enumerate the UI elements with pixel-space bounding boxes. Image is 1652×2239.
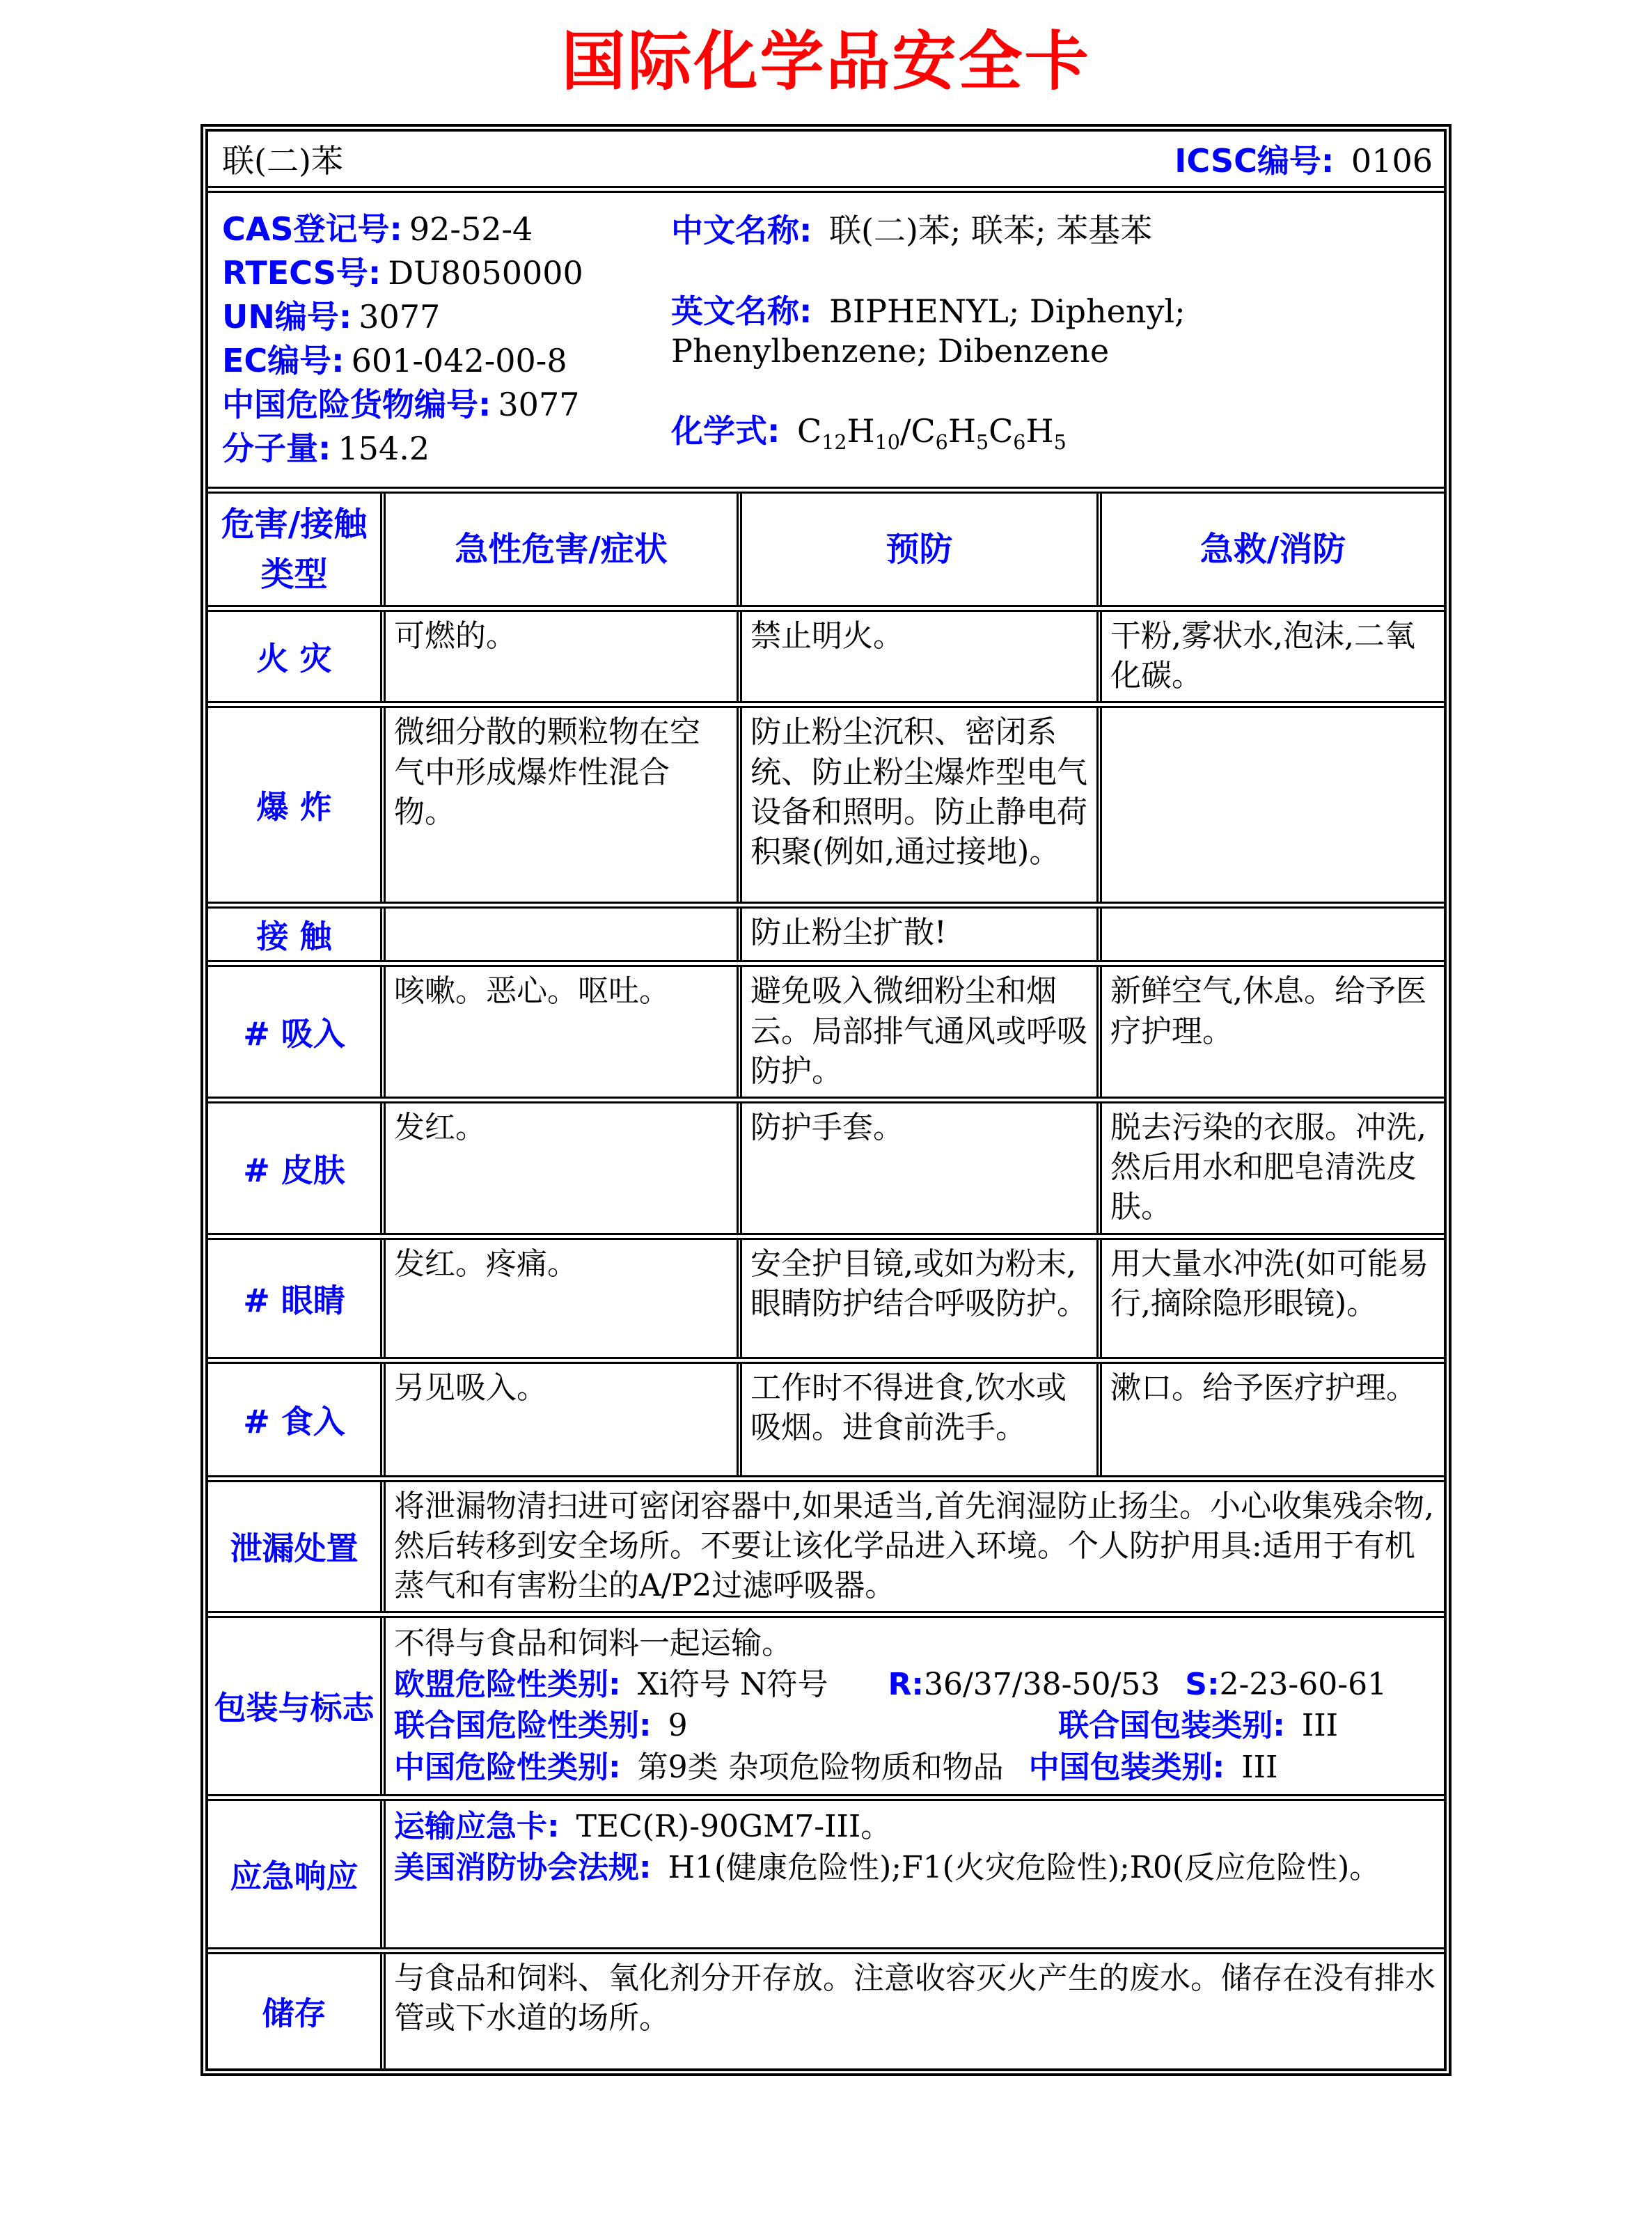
first-aid-cell: 新鲜空气,休息。给予医疗护理。 <box>1096 967 1444 1097</box>
un-pack-group-group <box>1058 1706 1338 1745</box>
hazard-row-fire <box>208 605 1444 701</box>
un-number-label: UN编号: <box>222 298 352 336</box>
first-aid-cell: 用大量水冲洗(如可能易行,摘除隐形眼镜)。 <box>1096 1240 1444 1357</box>
emergency-response-label: 应急响应 <box>230 1857 359 1895</box>
english-name-value: BIPHENYL; Diphenyl; Phenylbenzene; Dibenzene <box>671 292 1186 370</box>
spillage-row <box>208 1475 1444 1612</box>
storage-label: 储存 <box>262 1994 327 2032</box>
s-phrases-value: 2-23-60-61 <box>1219 1667 1387 1703</box>
symptoms-cell: 另见吸入。 <box>380 1364 737 1475</box>
transport-emergency-card-value: TEC(R)-90GM7-III。 <box>576 1808 892 1844</box>
s-phrases-label: S: <box>1185 1667 1220 1703</box>
r-phrases-value: 36/37/38-50/53 <box>923 1667 1161 1703</box>
hazard-row-explosion <box>208 701 1444 902</box>
english-name-line <box>671 286 1435 370</box>
un-hazard-class-group <box>394 1706 688 1745</box>
prevention-cell: 禁止明火。 <box>737 612 1096 701</box>
hazard-row-label: 接 触 <box>256 918 332 956</box>
hazard-row-label: 爆 炸 <box>256 788 332 826</box>
ec-number-value: 601-042-00-8 <box>351 342 567 379</box>
packaging-row <box>208 1611 1444 1794</box>
first-aid-cell <box>1096 708 1444 902</box>
identifiers-left-column <box>222 204 671 478</box>
molecular-weight-value: 154.2 <box>338 430 430 467</box>
icsc-number-label: ICSC编号: <box>1174 142 1335 180</box>
packaging-eu-line <box>394 1665 1435 1704</box>
hazard-row-skin <box>208 1097 1444 1233</box>
emergency-response-content <box>380 1801 1444 1947</box>
un-hazard-class-label: 联合国危险性类别: <box>394 1708 652 1744</box>
ec-number-line <box>222 336 671 379</box>
storage-text: 与食品和饲料、氧化剂分开存放。注意收容灭火产生的废水。储存在没有排水管或下水道的场所。 <box>380 1954 1444 2068</box>
symptoms-cell: 咳嗽。恶心。呕吐。 <box>380 967 737 1097</box>
identifiers-row <box>208 186 1444 487</box>
transport-emergency-card-label: 运输应急卡: <box>394 1808 560 1844</box>
packaging-content <box>380 1618 1444 1794</box>
english-name-label: 英文名称: <box>671 292 812 330</box>
china-dg-number-line <box>222 379 671 423</box>
column-header-symptoms: 急性危害/症状 <box>380 494 737 605</box>
icsc-number <box>1174 136 1433 182</box>
first-aid-cell <box>1096 909 1444 960</box>
first-aid-cell: 干粉,雾状水,泡沫,二氧化碳。 <box>1096 612 1444 701</box>
packaging-transport-note: 不得与食品和饲料一起运输。 <box>394 1626 792 1662</box>
eu-hazard-class-label: 欧盟危险性类别: <box>394 1667 621 1703</box>
hazard-row-contact <box>208 902 1444 960</box>
cn-pack-group-value: III <box>1241 1749 1278 1785</box>
hazard-row-inhalation <box>208 960 1444 1097</box>
un-number-value: 3077 <box>359 298 441 336</box>
symptoms-cell <box>380 909 737 960</box>
cn-pack-group-label: 中国包装类别: <box>1028 1749 1225 1785</box>
molecular-weight-label: 分子量: <box>222 430 331 467</box>
cn-hazard-class-label: 中国危险性类别: <box>394 1749 621 1785</box>
china-dg-number-label: 中国危险货物编号: <box>222 386 491 423</box>
prevention-cell: 安全护目镜,或如为粉末,眼睛防护结合呼吸防护。 <box>737 1240 1096 1357</box>
emergency-response-row <box>208 1794 1444 1947</box>
nfpa-code-line <box>394 1848 1435 1887</box>
prevention-cell: 工作时不得进食,饮水或吸烟。进食前洗手。 <box>737 1364 1096 1475</box>
column-header-first-aid: 急救/消防 <box>1096 494 1444 605</box>
rtecs-number-line <box>222 248 671 292</box>
page-title: 国际化学品安全卡 <box>561 24 1091 99</box>
prevention-cell: 避免吸入微细粉尘和烟云。局部排气通风或呼吸防护。 <box>737 967 1096 1097</box>
packaging-un-line <box>394 1706 1435 1745</box>
prevention-cell: 防止粉尘扩散! <box>737 909 1096 960</box>
cn-hazard-class-value: 第9类 杂项危险物质和物品 <box>637 1749 1004 1785</box>
molecular-weight-line <box>222 423 671 467</box>
spillage-text: 将泄漏物清扫进可密闭容器中,如果适当,首先润湿防止扬尘。小心收集残余物,然后转移到安全场所。不要让该化学品进入环境。个人防护用具:适用于有机蒸气和有害粉尘的A/P2过滤呼吸器。 <box>380 1482 1444 1612</box>
chinese-name-line <box>671 205 1435 251</box>
chemical-formula-label: 化学式: <box>671 412 780 450</box>
cas-number-value: 92-52-4 <box>409 210 533 248</box>
chemical-name: 联(二)苯 <box>222 142 343 180</box>
cas-number-line <box>222 204 671 248</box>
nfpa-code-value: H1(健康危险性);F1(火灾危险性);R0(反应危险性)。 <box>668 1850 1380 1885</box>
hazard-row-label: 火 灾 <box>256 640 332 678</box>
symptoms-cell: 发红。疼痛。 <box>380 1240 737 1357</box>
chemical-formula-line <box>671 406 1435 455</box>
hazard-row-label: # 皮肤 <box>243 1151 345 1189</box>
symptoms-cell: 可燃的。 <box>380 612 737 701</box>
nfpa-code-label: 美国消防协会法规: <box>394 1850 652 1885</box>
icsc-card-table <box>200 124 1452 2076</box>
cas-number-label: CAS登记号: <box>222 210 402 248</box>
r-phrases-label: R: <box>888 1667 924 1703</box>
prevention-cell: 防护手套。 <box>737 1103 1096 1233</box>
chinese-name-label: 中文名称: <box>671 212 812 249</box>
rtecs-number-label: RTECS号: <box>222 254 381 292</box>
hazard-row-label: # 吸入 <box>243 1015 345 1053</box>
hazard-row-eyes <box>208 1233 1444 1357</box>
china-dg-number-value: 3077 <box>498 386 580 423</box>
packaging-label: 包装与标志 <box>214 1689 375 1727</box>
column-header-prevention: 预防 <box>737 494 1096 605</box>
symptoms-cell: 发红。 <box>380 1103 737 1233</box>
un-hazard-class-value: 9 <box>668 1708 688 1744</box>
icsc-number-value: 0106 <box>1351 142 1433 180</box>
hazard-row-label: # 眼睛 <box>243 1281 345 1319</box>
eu-hazard-class-value: Xi符号 N符号 <box>637 1667 828 1703</box>
un-pack-group-value: III <box>1301 1708 1338 1744</box>
un-number-line <box>222 292 671 336</box>
hazard-table-header-row <box>208 487 1444 605</box>
chinese-name-value: 联(二)苯; 联苯; 苯基苯 <box>829 212 1153 249</box>
spillage-label: 泄漏处置 <box>230 1530 359 1568</box>
rtecs-number-value: DU8050000 <box>388 254 583 292</box>
hazard-row-ingestion <box>208 1357 1444 1475</box>
ec-number-label: EC编号: <box>222 342 345 379</box>
first-aid-cell: 漱口。给予医疗护理。 <box>1096 1364 1444 1475</box>
storage-row <box>208 1947 1444 2068</box>
identifiers-right-column <box>671 204 1435 478</box>
hazard-row-label: # 食入 <box>243 1402 345 1440</box>
chemical-formula-value: $C_{12}H_{10}/C_6H_5C_6H_5$ <box>797 412 1067 455</box>
name-row <box>208 132 1444 186</box>
un-pack-group-label: 联合国包装类别: <box>1058 1708 1285 1744</box>
prevention-cell: 防止粉尘沉积、密闭系统、防止粉尘爆炸型电气设备和照明。防止静电荷积聚(例如,通过接地)。 <box>737 708 1096 902</box>
symptoms-cell: 微细分散的颗粒物在空气中形成爆炸性混合物。 <box>380 708 737 902</box>
transport-emergency-card-line <box>394 1807 1435 1846</box>
first-aid-cell: 脱去污染的衣服。冲洗,然后用水和肥皂清洗皮肤。 <box>1096 1103 1444 1233</box>
packaging-cn-line <box>394 1747 1435 1787</box>
column-header-hazard-type: 危害/接触类型 <box>221 505 368 594</box>
